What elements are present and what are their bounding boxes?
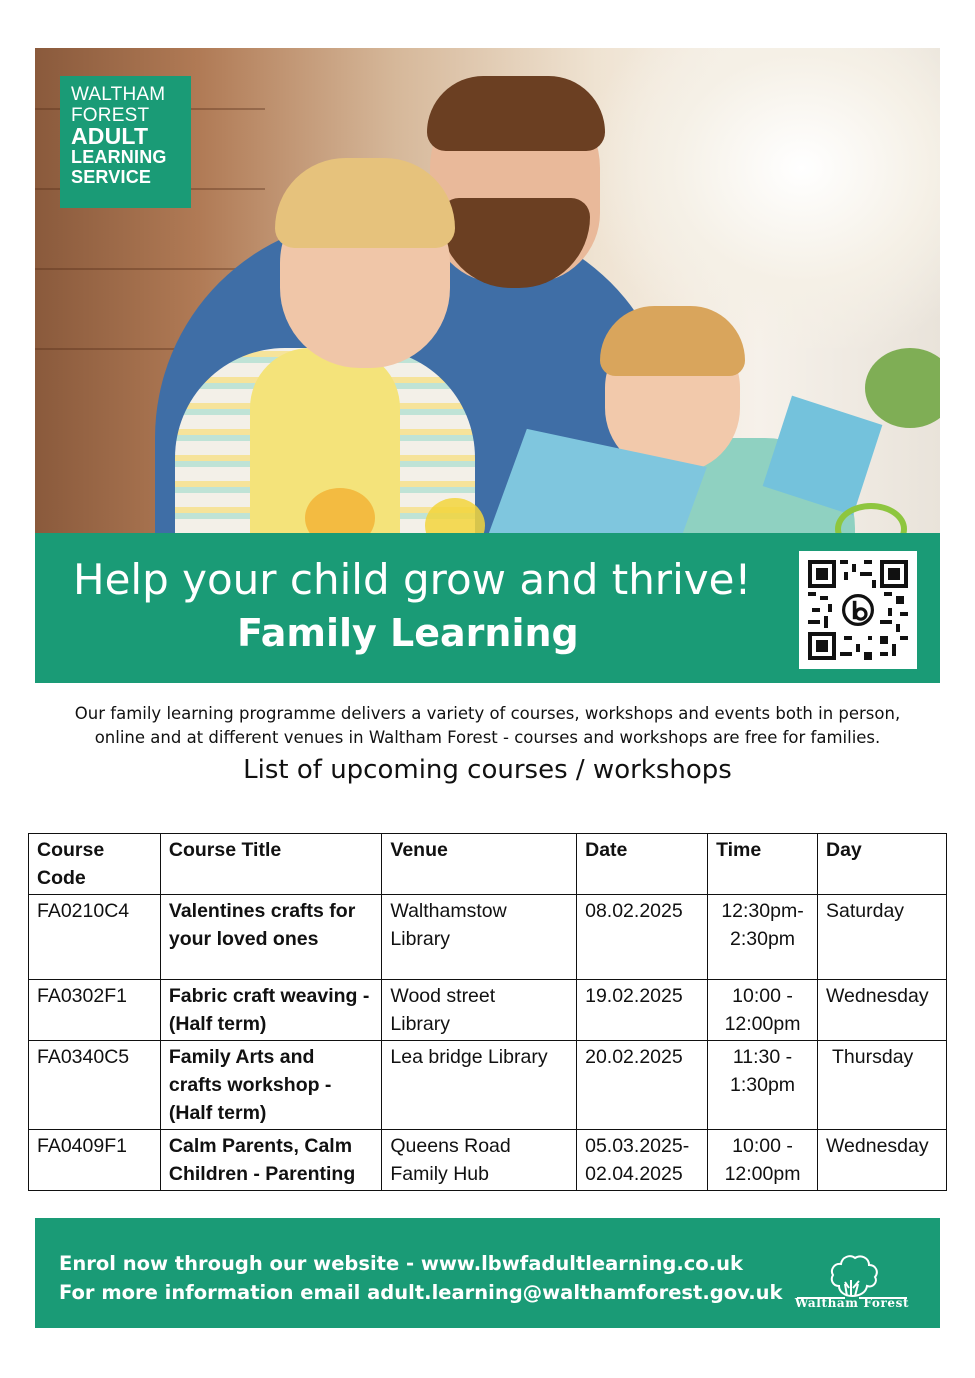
child-hair xyxy=(275,158,455,248)
course-code: FA0210C4 xyxy=(29,895,161,980)
time-text: 12:00pm xyxy=(724,1163,801,1185)
day: Wednesday xyxy=(818,1130,947,1191)
column-header: Venue xyxy=(382,834,577,895)
time xyxy=(708,980,818,1041)
venue-text: Wood street xyxy=(390,985,496,1007)
headline-banner xyxy=(35,533,940,683)
logo-line: FOREST xyxy=(71,105,150,126)
venue xyxy=(382,895,577,980)
venue xyxy=(382,980,577,1041)
time-text: 1:30pm xyxy=(730,1074,796,1096)
title-text: (Half term) xyxy=(168,1102,267,1124)
title-text: Family Arts and xyxy=(168,1046,315,1068)
time-text: 10:00 - xyxy=(732,985,793,1007)
course-code: FA0409F1 xyxy=(29,1130,161,1191)
venue-text: Walthamstow xyxy=(390,900,507,922)
venue-text: Library xyxy=(390,1013,450,1035)
date-text: 05.03.2025- xyxy=(585,1135,690,1157)
window-light xyxy=(595,48,940,348)
intro-line: Our family learning programme delivers a variety of courses, workshops and events both in person, xyxy=(74,704,901,723)
council-label: Waltham Forest xyxy=(794,1296,910,1310)
day: Wednesday xyxy=(818,980,947,1041)
course-code: FA0340C5 xyxy=(29,1041,161,1130)
table-header-row xyxy=(29,834,947,895)
venue-text: Queens Road xyxy=(390,1135,511,1157)
subheadline: Family Learning xyxy=(237,611,579,655)
course-title xyxy=(160,895,382,980)
time-text: 2:30pm xyxy=(730,928,796,950)
headline: Help your child grow and thrive! xyxy=(73,555,752,604)
header-text: Code xyxy=(37,867,86,889)
courses-table xyxy=(28,833,947,1191)
venue-text: Library xyxy=(390,928,450,950)
date: 08.02.2025 xyxy=(577,895,708,980)
course-title xyxy=(160,1041,382,1130)
course-code: FA0302F1 xyxy=(29,980,161,1041)
table-row xyxy=(29,1130,947,1191)
time-text: 11:30 - xyxy=(732,1046,793,1068)
wood-plank xyxy=(35,268,265,270)
time xyxy=(708,1130,818,1191)
second-child-hair xyxy=(600,306,745,376)
date: 20.02.2025 xyxy=(577,1041,708,1130)
title-text: Children - Parenting xyxy=(168,1163,356,1185)
adult-learning-logo xyxy=(60,76,191,208)
qr-code-icon xyxy=(808,560,908,660)
list-heading: List of upcoming courses / workshops xyxy=(243,755,732,785)
title-text: your loved ones xyxy=(168,928,319,950)
time-text: 10:00 - xyxy=(732,1135,793,1157)
time-text: 12:00pm xyxy=(724,1013,801,1035)
date: 19.02.2025 xyxy=(577,980,708,1041)
title-text: Calm Parents, Calm xyxy=(168,1135,353,1157)
header-text: Course xyxy=(37,839,105,861)
venue: Lea bridge Library xyxy=(382,1041,577,1130)
venue-text: Family Hub xyxy=(390,1163,489,1185)
intro-line: online and at different venues in Waltham Forest - courses and workshops are free for families. xyxy=(94,728,881,747)
table-row xyxy=(29,1041,947,1130)
title-text: crafts workshop - xyxy=(168,1074,332,1096)
day: Thursday xyxy=(818,1041,947,1130)
course-title xyxy=(160,1130,382,1191)
date xyxy=(577,1130,708,1191)
enrol-link[interactable]: Enrol now through our website - www.lbwfadultlearning.co.uk xyxy=(59,1252,743,1275)
title-text: (Half term) xyxy=(168,1013,267,1035)
column-header: Course Title xyxy=(160,834,382,895)
table-row xyxy=(29,895,947,980)
title-text: Valentines crafts for xyxy=(168,900,356,922)
logo-line: SERVICE xyxy=(71,167,152,187)
logo-line: WALTHAM xyxy=(71,84,166,105)
intro-text xyxy=(40,702,935,750)
father-hair xyxy=(427,76,605,151)
time xyxy=(708,895,818,980)
plant xyxy=(865,348,940,428)
column-header xyxy=(29,834,161,895)
day: Saturday xyxy=(818,895,947,980)
qr-code[interactable] xyxy=(799,551,917,669)
footer-banner xyxy=(35,1218,940,1328)
course-title xyxy=(160,980,382,1041)
table-row xyxy=(29,980,947,1041)
column-header: Day xyxy=(818,834,947,895)
logo-line: ADULT xyxy=(71,123,149,149)
time-text: 12:30pm- xyxy=(721,900,804,922)
venue xyxy=(382,1130,577,1191)
date-text: 02.04.2025 xyxy=(585,1163,683,1185)
contact-email[interactable]: For more information email adult.learning@walthamforest.gov.uk xyxy=(59,1281,783,1304)
time xyxy=(708,1041,818,1130)
column-header: Date xyxy=(577,834,708,895)
title-text: Fabric craft weaving - xyxy=(168,985,370,1007)
column-header: Time xyxy=(708,834,818,895)
logo-line: LEARNING xyxy=(71,147,167,167)
